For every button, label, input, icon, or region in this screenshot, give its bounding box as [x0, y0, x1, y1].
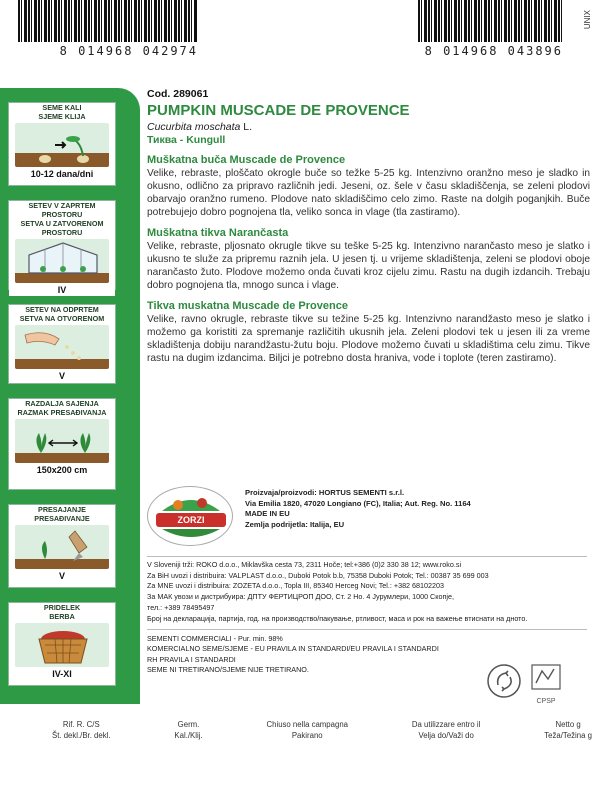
footer-label: Št. dekl./Br. dekl. [52, 730, 111, 740]
footer-field-declaration [52, 720, 111, 741]
importer-line: Број на декларација, партија, год. на производство/пакување, ртливост, маса и рок на важење втиснати на дното. [147, 613, 528, 623]
trowel-planting-icon [15, 525, 109, 569]
footer-label: Velja do/Važi do [418, 730, 474, 740]
main-content [147, 88, 590, 365]
logo-wordmark: ZORZI [156, 513, 226, 527]
panel-title: SEME KALI SJEME KLIJA [38, 103, 86, 121]
panel-outdoor-sowing [8, 304, 116, 384]
producer-line: Zemlja podrijetla: Italija, EU [245, 519, 345, 529]
barcode-bars [18, 0, 198, 42]
section-heading: Muškatna tikva Narančasta [147, 227, 289, 239]
footer-label: Netto g [555, 720, 581, 729]
producer-line: Via Emilia 1820, 47020 Longiano (FC), Italia; Aut. Reg. No. 1164 [245, 498, 471, 508]
panel-title: PRESAJANJE PRESAĐIVANJE [34, 505, 90, 523]
panel-transplanting [8, 504, 116, 588]
section-text: Velike, rebraste, pljosnato okrugle tikve su teške 5-25 kg. Intenzivno narančasto meso je slatko i ukusno te služe za pripremu raznih jela. U jesen tj. u vrijeme skladištenja, zeleni se plodovi oboje narančasto žuto. Plodove možemo onda čuvati kroz cijelu zimu. Rastu na dugih izdancih. Trebaju dobro pognojena tla, mnogo sunca i vlage. [147, 241, 590, 291]
footer-label: Chiuso nella campagna [266, 720, 348, 729]
harvest-basket-icon [15, 623, 109, 667]
standards-block [147, 634, 487, 676]
panel-title: SETEV V ZAPRTEM PROSTORU SETVA U ZATVORENOM PROSTORU [20, 201, 104, 237]
panel-germination [8, 102, 116, 186]
unix-mark: UNIX [583, 10, 592, 30]
footer-label: Da utilizzare entro il [411, 720, 481, 729]
barcode-number: 8 014968 043896 [424, 44, 563, 58]
footer-field-germination [174, 720, 202, 741]
plant-spacing-icon [15, 419, 109, 463]
footer-field-expiry [412, 720, 480, 741]
section-heading: Tikva muskatna Muscade de Provence [147, 300, 348, 312]
product-code: Cod. 289061 [147, 88, 209, 100]
producer-line: MADE IN EU [245, 509, 290, 518]
local-names: Тиква - Kungull [147, 134, 226, 146]
greenhouse-icon [15, 239, 109, 283]
producer-block [147, 486, 595, 548]
importer-line: За МАК увози и дистрибуира: ДПТУ ФЕРТИЦРОП ДОО, Ст. 2 Но. 4 Јурумлери, 1000 Скопје, [147, 592, 454, 602]
latin-author: L. [240, 121, 253, 133]
importer-line: V Sloveniji trži: ROKO d.o.o., Miklavška cesta 73, 2311 Hoče; tel:+386 (0)2 330 38 12; www.roko.si [147, 560, 462, 569]
footer-field-packed [267, 720, 349, 741]
panel-harvest [8, 602, 116, 686]
divider [147, 629, 587, 630]
barcode-right [413, 0, 563, 66]
latin-name [147, 121, 590, 133]
section-text: Velike, ravno okrugle, rebraste tikve su težine 5-25 kg. Intenzivno narandžasto meso je slatko i možemo ga koristiti za spremanje različitih ukusnih jela. Zeleni plodovi tek u jesen ili za vreme skladištenja dobiju narandžastu-žutu boju. Plodove možemo čuvati u skladištima celu zimu. Tikve rastu na dugim izdancima. Biljci je potrebno dosta hraniva, vode i toplote (teren zastiramo). [147, 314, 590, 364]
growing-info-sidebar [0, 88, 140, 704]
panel-value: IV-XI [9, 669, 115, 680]
panel-plant-spacing [8, 398, 116, 490]
standard-line: SEMENTI COMMERCIALI - Pur. min. 98% [147, 634, 283, 643]
sprouting-seed-icon [15, 123, 109, 167]
footer-label: Pakirano [291, 730, 323, 740]
hand-sowing-icon [15, 325, 109, 369]
panel-value: IV [9, 285, 115, 296]
importer-line: Za MNE uvozi i distribuira: ZOZETA d.o.o., Topla III, 85340 Herceg Novi; Tel.: +382 68102203 [147, 581, 445, 591]
importer-line: Za BiH uvozi i distribuira: VALPLAST d.o.o., Duboki Potok b.b, 75358 Duboki Potok; Tel.: 00387 35 699 003 [147, 570, 489, 580]
cpsp-label: CPSP [536, 698, 556, 705]
panel-title: SETEV NA ODPRTEM SETVA NA OTVORENOM [19, 305, 105, 323]
standard-line: RH PRAVILA I STANDARDI [147, 654, 236, 664]
latin-species: Cucurbita moschata [147, 121, 241, 133]
footer-label: Kal./Klij. [174, 730, 203, 740]
footer-label: Teža/Težina g [544, 730, 592, 740]
barcode-left [10, 0, 198, 66]
panel-value: V [9, 571, 115, 582]
importers-block [147, 560, 597, 624]
cpsp-certification-icon [528, 663, 564, 705]
barcode-number: 8 014968 042974 [59, 44, 198, 58]
divider [147, 556, 587, 557]
panel-value: 150x200 cm [9, 465, 115, 476]
section-text: Velike, rebraste, ploščato okrogle buče so težke 5-25 kg. Intenzivno oranžno meso je sladko in okusno, odlično za pripravo različnih jedi. Jeseni, oz. šele v času skladiščenja, se zeleni plodovi obarvajo oranžno rumeno. Plodove nato skladiščimo celo zimo. Raste na dolgih poganjkih. Buče potrebujejo dobro pognojena tla, veliko sonca in vlage (tla zastiramo). [147, 168, 590, 218]
label-footer [52, 720, 592, 741]
standard-line: SEME NI TRETIRANO/SJEME NIJE TRETIRANO. [147, 665, 309, 675]
importer-line: тел.: +389 78495497 [147, 602, 215, 612]
producer-line: Proizvaja/proizvodi: HORTUS SEMENTI s.r.l. [245, 488, 405, 497]
barcode-bars [418, 0, 563, 42]
standard-line: KOMERCIALNO SEME/SJEME - EU PRAVILA IN STANDARDI/EU PRAVILA I STANDARDI [147, 644, 439, 654]
product-title: PUMPKIN MUSCADE DE PROVENCE [147, 102, 410, 119]
producer-info [245, 488, 471, 530]
footer-label: Germ. [177, 720, 200, 729]
recycle-icon [486, 663, 522, 699]
panel-value: V [9, 371, 115, 382]
panel-indoor-sowing [8, 200, 116, 295]
footer-field-weight [544, 720, 592, 741]
panel-title: PRIDELEK BERBA [43, 603, 81, 621]
zorzi-logo [147, 486, 233, 546]
footer-label: Rif. R. C/S [62, 720, 100, 729]
section-heading: Muškatna buča Muscade de Provence [147, 154, 346, 166]
panel-value: 10-12 dana/dni [9, 169, 115, 180]
panel-title: RAZDALJA SAJENJA RAZMAK PRESAĐIVANJA [17, 399, 107, 417]
